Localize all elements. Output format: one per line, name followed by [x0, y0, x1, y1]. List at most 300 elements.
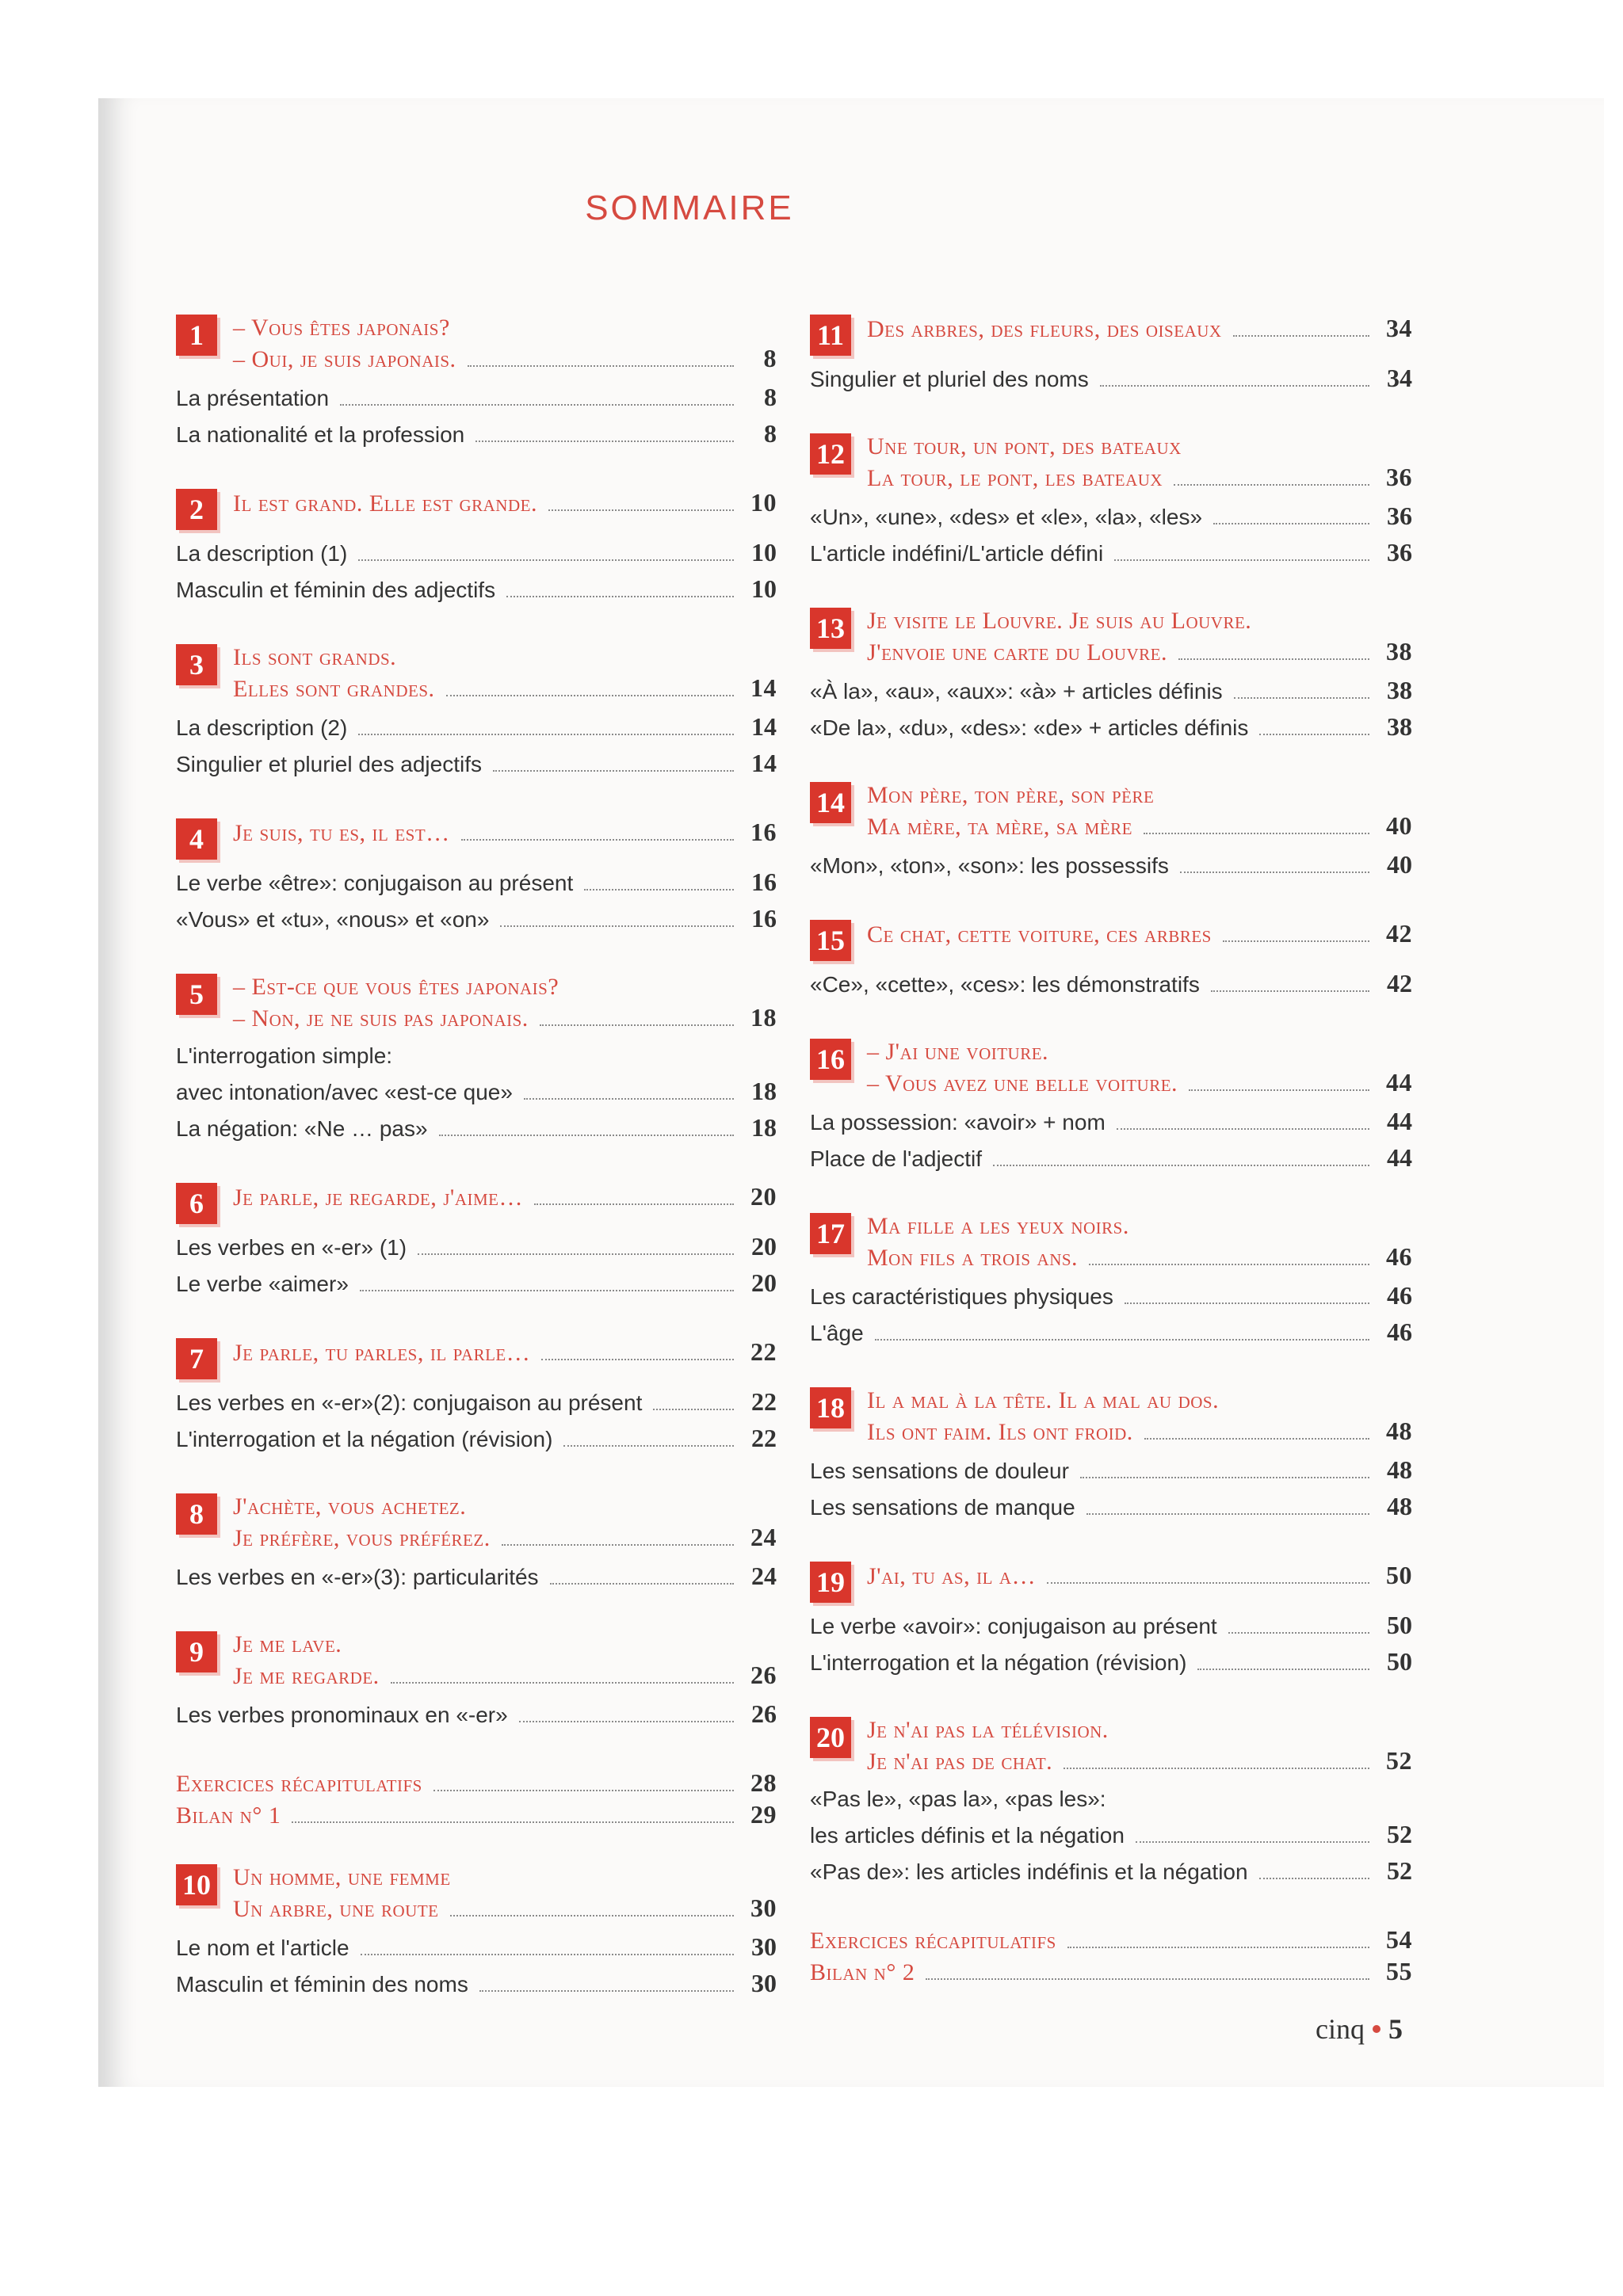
dot-leader [584, 889, 734, 891]
lesson-title-lines [867, 606, 1412, 668]
lesson-15 [810, 918, 1412, 1002]
lesson-title-text: La tour, le pont, les bateaux [867, 465, 1163, 491]
dot-leader [1259, 734, 1369, 735]
page-title: SOMMAIRE [585, 189, 794, 227]
lesson-heading [176, 972, 777, 1034]
lesson-title-page: 42 [1386, 919, 1412, 948]
toc-entry-page: 42 [1387, 969, 1412, 997]
dot-leader [1125, 1302, 1369, 1304]
toc-entry-text: La nationalité et la profession [176, 422, 465, 447]
toc-entry-text: «À la», «au», «aux»: «à» + articles définis [810, 679, 1223, 704]
lesson-10 [176, 1863, 777, 2002]
lesson-title-lines [867, 780, 1412, 842]
lesson-19 [810, 1560, 1412, 1680]
dot-leader [993, 1165, 1369, 1166]
lesson-heading [810, 432, 1412, 494]
lesson-14 [810, 780, 1412, 883]
toc-entry-page: 34 [1387, 364, 1412, 392]
dot-leader [340, 404, 734, 406]
lesson-title-lines [233, 487, 777, 519]
lesson-17 [810, 1211, 1412, 1351]
toc-entry-page: 38 [1387, 712, 1412, 741]
dot-leader [461, 839, 734, 841]
toc-entry-page: 48 [1387, 1492, 1412, 1520]
lesson-title [233, 673, 777, 704]
dot-leader [450, 1915, 735, 1917]
toc-entry-page: 44 [1387, 1143, 1412, 1172]
lesson-title [233, 343, 777, 375]
toc-entry [176, 1229, 777, 1265]
toc-entry-text: Masculin et féminin des noms [176, 1972, 468, 1997]
lesson-title-lines [867, 1715, 1412, 1777]
lesson-title-text: Mon père, ton père, son père [867, 782, 1155, 808]
lesson-title [867, 313, 1412, 345]
dot-leader [1213, 523, 1369, 524]
toc-entry [810, 360, 1412, 397]
toc-entry-text: Les verbes pronominaux en «-er» [176, 1703, 508, 1727]
lesson-heading [176, 1768, 777, 1831]
lesson-title-lines [233, 1492, 777, 1554]
lesson-11 [810, 313, 1412, 397]
toc-entry-text: L'article indéfini/L'article défini [810, 541, 1104, 566]
toc-entry-text: Les verbes en «-er»(2): conjugaison au présent [176, 1390, 643, 1415]
lesson-title-text: – Est-ce que vous êtes japonais? [233, 974, 559, 1000]
toc-entry-text: «De la», «du», «des»: «de» + articles définis [810, 715, 1249, 740]
lesson-title-page: 26 [750, 1661, 777, 1689]
toc-entry [176, 746, 777, 782]
dot-leader [875, 1339, 1369, 1341]
lesson-3 [176, 643, 777, 782]
lesson-title-lines [867, 1560, 1412, 1592]
toc-entry-page: 20 [751, 1232, 777, 1261]
toc-entry-text: L'interrogation simple: [176, 1043, 393, 1068]
lesson-title [867, 1067, 1412, 1099]
toc-entry [810, 1278, 1412, 1314]
dot-leader [534, 1203, 734, 1205]
lesson-title [233, 1863, 777, 1893]
toc-entry-page: 16 [751, 904, 777, 933]
toc-entry [810, 498, 1412, 535]
lesson-heading [810, 780, 1412, 842]
lesson-number-badge: 20 [810, 1717, 851, 1758]
dot-leader [1178, 658, 1369, 660]
dot-leader [1064, 1768, 1369, 1769]
toc-entry-text: Le verbe «être»: conjugaison au présent [176, 871, 574, 895]
toc-entry-page: 18 [751, 1113, 777, 1142]
lesson-heading [810, 313, 1412, 356]
lesson-title [867, 606, 1412, 636]
page-number-word: cinq [1316, 2013, 1365, 2045]
toc-entry-text: Les caractéristiques physiques [810, 1284, 1113, 1309]
lesson-number-badge: 18 [810, 1387, 851, 1428]
lesson-title-lines [233, 817, 777, 849]
toc-entry-page: 24 [751, 1562, 777, 1590]
dot-leader [360, 1290, 734, 1291]
toc-entry-text: «Un», «une», «des» et «le», «la», «les» [810, 505, 1203, 529]
lesson-4 [176, 817, 777, 937]
toc-entry [810, 1853, 1412, 1890]
lesson-heading [176, 817, 777, 860]
toc-entry [810, 1104, 1412, 1140]
lesson-heading [810, 918, 1412, 961]
lesson-title [233, 1522, 777, 1554]
toc-entry [176, 1265, 777, 1302]
lesson-title-text: Une tour, un pont, des bateaux [867, 433, 1182, 460]
lesson-18 [810, 1386, 1412, 1525]
lesson-13 [810, 606, 1412, 746]
toc-entry-page: 38 [1387, 676, 1412, 704]
toc-column-left [176, 313, 777, 2037]
lesson-title-page: 8 [763, 344, 777, 372]
toc-entry-text: «Ce», «cette», «ces»: les démonstratifs [810, 972, 1200, 997]
lesson-title-text: Je me regarde. [233, 1663, 380, 1689]
lesson-number-badge: 12 [810, 433, 851, 475]
lesson-title-text: Je suis, tu es, il est… [233, 820, 450, 846]
dot-leader [1180, 871, 1369, 873]
toc-entry [810, 1644, 1412, 1680]
toc-entry-page: 8 [764, 383, 777, 411]
dot-leader [550, 1583, 734, 1585]
toc-entry-page: 18 [751, 1077, 777, 1105]
lesson-title [233, 487, 777, 519]
lesson-title-page: 54 [1386, 1925, 1412, 1954]
toc-entry [176, 864, 777, 901]
lesson-title-lines [810, 1924, 1412, 1988]
lesson-title-text: Je n'ai pas de chat. [867, 1749, 1053, 1775]
lesson-number-badge: 5 [176, 974, 217, 1015]
lesson-title-text: Je n'ai pas la télévision. [867, 1717, 1109, 1743]
dot-leader [1223, 940, 1369, 942]
toc-entry [810, 1608, 1412, 1644]
lesson-title [867, 1416, 1412, 1447]
toc-entry-page: 14 [751, 749, 777, 777]
lesson-title-lines [233, 972, 777, 1034]
dot-leader [1234, 697, 1369, 699]
dot-leader [519, 1721, 734, 1722]
lesson-number-badge: 6 [176, 1183, 217, 1224]
toc-entry [176, 535, 777, 571]
dot-leader [524, 1098, 734, 1100]
lesson-title-text: Ma fille a les yeux noirs. [867, 1213, 1129, 1239]
lesson-title-text: Exercices récapitulatifs [176, 1771, 422, 1797]
toc-entry [176, 1110, 777, 1146]
dot-leader [1228, 1632, 1369, 1634]
dot-leader [433, 1790, 734, 1791]
toc-entry-text: «Mon», «ton», «son»: les possessifs [810, 853, 1169, 878]
dot-leader [500, 925, 734, 927]
dot-leader [1144, 833, 1369, 834]
toc-entry-text: Singulier et pluriel des adjectifs [176, 752, 482, 776]
toc-entry-page: 50 [1387, 1611, 1412, 1639]
dot-leader [493, 770, 734, 772]
lesson-title-text: Je parle, tu parles, il parle… [233, 1340, 531, 1366]
lesson-16 [810, 1037, 1412, 1177]
lesson-title-text: – Oui, je suis japonais. [233, 346, 456, 372]
lesson-title-text: Je préfère, vous préférez. [233, 1525, 491, 1551]
lesson-title [810, 1924, 1412, 1956]
lesson-title-text: Il est grand. Elle est grande. [233, 490, 537, 517]
toc-entry-text: La possession: «avoir» + nom [810, 1110, 1106, 1135]
toc-entry-text: La description (1) [176, 541, 348, 566]
lesson-number-badge: 9 [176, 1631, 217, 1672]
lesson-title-text: – Vous êtes japonais? [233, 315, 450, 341]
toc-entry-page: 36 [1387, 502, 1412, 530]
lesson-title [233, 1893, 777, 1924]
lesson-title-page: 48 [1386, 1417, 1412, 1445]
lesson-title-text: Bilan n° 1 [176, 1802, 281, 1829]
dot-leader [1086, 1513, 1369, 1515]
lesson-title-page: 46 [1386, 1242, 1412, 1271]
toc-entry-text: Les verbes en «-er»(3): particularités [176, 1565, 539, 1589]
lesson-title [867, 462, 1412, 494]
lesson-title-text: Des arbres, des fleurs, des oiseaux [867, 316, 1222, 342]
toc-entry [810, 966, 1412, 1002]
lesson-2 [176, 487, 777, 608]
lesson-title-page: 38 [1386, 637, 1412, 666]
lesson-number-badge: 2 [176, 489, 217, 530]
lesson-title-text: Ils sont grands. [233, 644, 397, 670]
toc-entry [176, 1558, 777, 1595]
lesson-8 [176, 1492, 777, 1595]
lesson-title-page: 18 [750, 1003, 777, 1032]
toc-entry [176, 571, 777, 608]
toc-entry [810, 1452, 1412, 1489]
toc-entry-page: 46 [1387, 1281, 1412, 1310]
toc-entry-page: 16 [751, 868, 777, 896]
lesson-number-badge: 8 [176, 1493, 217, 1535]
toc-entry-text: L'âge [810, 1321, 864, 1345]
lesson-title-lines [233, 1863, 777, 1924]
toc-entry [810, 673, 1412, 709]
lesson-heading [810, 1386, 1412, 1447]
lesson-title-page: 52 [1386, 1746, 1412, 1775]
lesson-title-text: Bilan n° 2 [810, 1959, 915, 1985]
dot-leader [548, 509, 734, 511]
lesson-heading [176, 1181, 777, 1224]
lesson-9 [176, 1630, 777, 1733]
toc-entry-page: 44 [1387, 1107, 1412, 1135]
lesson-title-page: 50 [1386, 1561, 1412, 1589]
toc-entry [810, 1314, 1412, 1351]
toc-entry-text: Le verbe «avoir»: conjugaison au présent [810, 1614, 1217, 1638]
toc-entry-page: 22 [751, 1387, 777, 1416]
toc-entry [810, 1489, 1412, 1525]
lesson-number-badge: 13 [810, 608, 851, 649]
lesson-title-lines [233, 1337, 777, 1368]
lesson-title [233, 1337, 777, 1368]
lesson-heading [176, 1337, 777, 1379]
lesson-title [867, 1745, 1412, 1777]
toc-entry-text: La présentation [176, 386, 330, 410]
toc-entry-page: 46 [1387, 1318, 1412, 1346]
toc-entry-page: 30 [751, 1932, 777, 1961]
toc-entry-page: 50 [1387, 1647, 1412, 1676]
lesson-title [867, 432, 1412, 462]
dot-leader [358, 559, 734, 561]
lesson-7 [176, 1337, 777, 1457]
lesson-title-text: Un arbre, une route [233, 1896, 439, 1922]
lesson-title-text: Il a mal à la tête. Il a mal au dos. [867, 1387, 1220, 1413]
lesson-title-page: 16 [750, 818, 777, 846]
lesson-title-page: 28 [750, 1768, 777, 1797]
lesson-title-text: Je visite le Louvre. Je suis au Louvre. [867, 608, 1252, 634]
page-footer [1316, 2012, 1403, 2046]
dot-leader [506, 596, 734, 597]
lesson-title [867, 1211, 1412, 1241]
toc-entry [176, 1074, 777, 1110]
lesson-title-lines [867, 1037, 1412, 1099]
dot-leader [1259, 1878, 1369, 1879]
lesson-title [233, 1181, 777, 1213]
dot-leader [358, 734, 734, 735]
lesson-title [867, 1386, 1412, 1416]
lesson-title-text: – J'ai une voiture. [867, 1039, 1049, 1065]
dot-leader [439, 1135, 734, 1136]
toc-entry [176, 1966, 777, 2002]
dot-leader [1047, 1582, 1369, 1584]
dot-leader [1117, 1128, 1369, 1130]
dot-leader [1100, 385, 1369, 387]
dot-leader [563, 1445, 734, 1447]
lesson-title-page: 24 [750, 1523, 777, 1551]
dot-leader [1136, 1841, 1369, 1843]
toc-entry-text: Les sensations de manque [810, 1495, 1075, 1520]
lesson-title-page: 55 [1386, 1957, 1412, 1985]
lesson-number-badge: 10 [176, 1864, 217, 1905]
toc-entry [810, 709, 1412, 746]
toc-entry-text: L'interrogation et la négation (révision) [810, 1650, 1187, 1675]
toc-entry [810, 1817, 1412, 1853]
toc-entry [176, 1384, 777, 1421]
lesson-number-badge: 15 [810, 920, 851, 961]
dot-leader [540, 1024, 734, 1026]
lesson-title-page: 34 [1386, 314, 1412, 342]
lesson-title [176, 1799, 777, 1831]
lesson-heading [810, 1560, 1412, 1603]
dot-leader [1233, 335, 1369, 337]
dot-leader [541, 1359, 734, 1360]
lesson-title-lines [867, 313, 1412, 345]
toc-entry-text: «Vous» et «tu», «nous» et «on» [176, 907, 490, 932]
lesson-title [233, 1002, 777, 1034]
toc-entry-text: «Pas le», «pas la», «pas les»: [810, 1787, 1106, 1811]
toc-entry [176, 901, 777, 937]
dot-leader [1144, 1438, 1369, 1440]
lesson-1 [176, 313, 777, 452]
lesson-heading [176, 643, 777, 704]
toc-entry [176, 1696, 777, 1733]
lesson-title-text: J'ai, tu as, il a… [867, 1563, 1037, 1589]
lesson-heading [176, 487, 777, 530]
toc-entry [176, 379, 777, 416]
lesson-number-badge: 17 [810, 1213, 851, 1254]
lesson-12 [810, 432, 1412, 571]
lesson-number-badge: 3 [176, 644, 217, 685]
lesson-title-page: 10 [750, 488, 777, 517]
toc-column-right [810, 313, 1412, 2019]
toc-entry-page: 14 [751, 712, 777, 741]
lesson-title [867, 810, 1412, 842]
lesson-title [810, 1956, 1412, 1988]
dot-leader [1080, 1477, 1369, 1478]
lesson-title-lines [867, 1211, 1412, 1273]
lesson-title-page: 30 [750, 1894, 777, 1922]
lesson-heading [810, 1715, 1412, 1777]
bullet-dot-icon [1373, 2025, 1381, 2033]
toc-entry [176, 1421, 777, 1457]
lesson-number-badge: 1 [176, 315, 217, 356]
lesson-title-page: 29 [750, 1800, 777, 1829]
dot-leader [418, 1253, 734, 1255]
lesson-heading [176, 1492, 777, 1554]
lesson-title [867, 636, 1412, 668]
toc-entry-page: 10 [751, 538, 777, 566]
page-number: 5 [1388, 2013, 1403, 2045]
dot-leader [391, 1682, 734, 1684]
lesson-heading [810, 1924, 1412, 1988]
lesson-title [233, 972, 777, 1002]
dot-leader [292, 1821, 734, 1823]
toc-entry-text: Singulier et pluriel des noms [810, 367, 1089, 391]
toc-entry [810, 1782, 1412, 1817]
toc-entry-page: 22 [751, 1424, 777, 1452]
recap-block [176, 1768, 777, 1831]
lesson-title [176, 1768, 777, 1799]
toc-entry-text: Masculin et féminin des adjectifs [176, 578, 496, 602]
toc-entry-page: 10 [751, 574, 777, 603]
lesson-title [233, 313, 777, 343]
lesson-title-page: 36 [1386, 463, 1412, 491]
lesson-title-lines [233, 313, 777, 375]
lesson-title-text: J'achète, vous achetez. [233, 1493, 467, 1520]
toc-entry [810, 1140, 1412, 1177]
dot-leader [446, 695, 734, 696]
lesson-heading [176, 1630, 777, 1691]
lesson-title-text: Ma mère, ta mère, sa mère [867, 814, 1132, 840]
lesson-title-lines [176, 1768, 777, 1831]
toc-entry-page: 52 [1387, 1820, 1412, 1848]
lesson-number-badge: 11 [810, 315, 851, 356]
lesson-heading [176, 313, 777, 375]
lesson-number-badge: 4 [176, 818, 217, 860]
dot-leader [1197, 1669, 1369, 1670]
lesson-heading [176, 1863, 777, 1924]
toc-entry-page: 40 [1387, 850, 1412, 879]
toc-entry-text: Place de l'adjectif [810, 1146, 983, 1171]
lesson-title [867, 918, 1412, 950]
toc-entry-text: les articles définis et la négation [810, 1823, 1125, 1848]
lesson-title-page: 20 [750, 1182, 777, 1211]
toc-entry-text: La description (2) [176, 715, 348, 740]
lesson-number-badge: 14 [810, 782, 851, 823]
toc-entry-page: 8 [764, 419, 777, 448]
lesson-heading [810, 606, 1412, 668]
dot-leader [475, 441, 734, 442]
lesson-title-text: Je me lave. [233, 1631, 342, 1657]
toc-entry-text: La négation: «Ne … pas» [176, 1116, 428, 1141]
toc-entry [810, 847, 1412, 883]
dot-leader [926, 1978, 1369, 1980]
lesson-title-lines [233, 1630, 777, 1691]
lesson-title-lines [233, 643, 777, 704]
lesson-title-lines [867, 432, 1412, 494]
lesson-title [867, 1560, 1412, 1592]
toc-entry-text: «Pas de»: les articles indéfinis et la négation [810, 1859, 1248, 1884]
toc-entry-page: 36 [1387, 538, 1412, 566]
dot-leader [479, 1990, 734, 1992]
lesson-title-page: 44 [1386, 1068, 1412, 1097]
lesson-title-page: 40 [1386, 811, 1412, 840]
